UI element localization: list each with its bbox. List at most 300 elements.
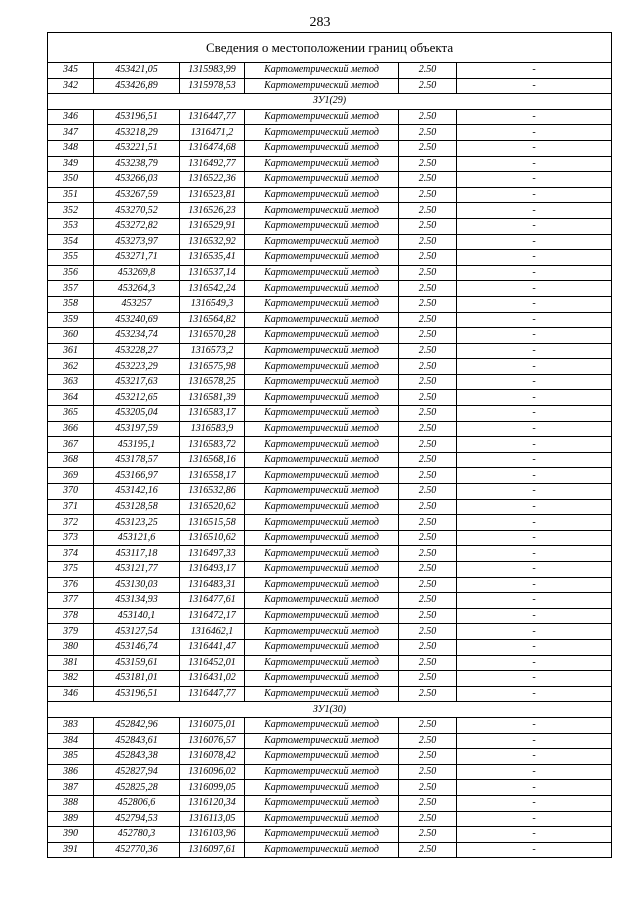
- table-row: [48, 515, 612, 531]
- y-coordinate-cell: 1315983,99: [180, 63, 245, 79]
- note-cell: -: [457, 218, 612, 234]
- note-cell: -: [457, 109, 612, 125]
- table-row: [48, 125, 612, 141]
- accuracy-cell: 2.50: [399, 172, 457, 188]
- y-coordinate-cell: 1315978,53: [180, 78, 245, 94]
- section-row: [48, 94, 612, 110]
- table-row: [48, 811, 612, 827]
- x-coordinate-cell: 453273,97: [94, 234, 180, 250]
- note-cell: -: [457, 811, 612, 827]
- x-coordinate-cell: 452842,96: [94, 717, 180, 733]
- accuracy-cell: 2.50: [399, 78, 457, 94]
- table-row: [48, 593, 612, 609]
- point-number-cell: 359: [48, 312, 94, 328]
- method-cell: Картометрический метод: [245, 343, 399, 359]
- accuracy-cell: 2.50: [399, 733, 457, 749]
- accuracy-cell: 2.50: [399, 671, 457, 687]
- note-cell: -: [457, 515, 612, 531]
- table-row: [48, 109, 612, 125]
- note-cell: -: [457, 140, 612, 156]
- y-coordinate-cell: 1316113,05: [180, 811, 245, 827]
- accuracy-cell: 2.50: [399, 842, 457, 858]
- method-cell: Картометрический метод: [245, 140, 399, 156]
- accuracy-cell: 2.50: [399, 281, 457, 297]
- y-coordinate-cell: 1316099,05: [180, 780, 245, 796]
- table-row: [48, 78, 612, 94]
- table-row: [48, 468, 612, 484]
- x-coordinate-cell: 452794,53: [94, 811, 180, 827]
- accuracy-cell: 2.50: [399, 811, 457, 827]
- y-coordinate-cell: 1316522,36: [180, 172, 245, 188]
- accuracy-cell: 2.50: [399, 437, 457, 453]
- point-number-cell: 357: [48, 281, 94, 297]
- table-row: [48, 406, 612, 422]
- y-coordinate-cell: 1316526,23: [180, 203, 245, 219]
- method-cell: Картометрический метод: [245, 577, 399, 593]
- point-number-cell: 387: [48, 780, 94, 796]
- table-row: [48, 250, 612, 266]
- accuracy-cell: 2.50: [399, 109, 457, 125]
- note-cell: -: [457, 421, 612, 437]
- y-coordinate-cell: 1316535,41: [180, 250, 245, 266]
- x-coordinate-cell: 453127,54: [94, 624, 180, 640]
- y-coordinate-cell: 1316575,98: [180, 359, 245, 375]
- table-row: [48, 359, 612, 375]
- table-row: [48, 328, 612, 344]
- note-cell: -: [457, 281, 612, 297]
- table-row: [48, 452, 612, 468]
- accuracy-cell: 2.50: [399, 639, 457, 655]
- table-title-row: [48, 33, 612, 63]
- note-cell: -: [457, 593, 612, 609]
- note-cell: -: [457, 374, 612, 390]
- y-coordinate-cell: 1316570,28: [180, 328, 245, 344]
- note-cell: -: [457, 359, 612, 375]
- y-coordinate-cell: 1316532,92: [180, 234, 245, 250]
- point-number-cell: 368: [48, 452, 94, 468]
- method-cell: Картометрический метод: [245, 437, 399, 453]
- table-row: [48, 655, 612, 671]
- note-cell: -: [457, 655, 612, 671]
- table-row: [48, 780, 612, 796]
- table-row: [48, 374, 612, 390]
- x-coordinate-cell: 452827,94: [94, 764, 180, 780]
- method-cell: Картометрический метод: [245, 312, 399, 328]
- x-coordinate-cell: 453426,89: [94, 78, 180, 94]
- note-cell: -: [457, 499, 612, 515]
- method-cell: Картометрический метод: [245, 125, 399, 141]
- x-coordinate-cell: 453421,05: [94, 63, 180, 79]
- table-row: [48, 562, 612, 578]
- y-coordinate-cell: 1316578,25: [180, 374, 245, 390]
- method-cell: Картометрический метод: [245, 764, 399, 780]
- method-cell: Картометрический метод: [245, 499, 399, 515]
- x-coordinate-cell: 453269,8: [94, 265, 180, 281]
- y-coordinate-cell: 1316096,02: [180, 764, 245, 780]
- accuracy-cell: 2.50: [399, 577, 457, 593]
- table-row: [48, 639, 612, 655]
- point-number-cell: 382: [48, 671, 94, 687]
- method-cell: Картометрический метод: [245, 733, 399, 749]
- point-number-cell: 376: [48, 577, 94, 593]
- x-coordinate-cell: 453121,77: [94, 562, 180, 578]
- method-cell: Картометрический метод: [245, 452, 399, 468]
- x-coordinate-cell: 452780,3: [94, 827, 180, 843]
- method-cell: Картометрический метод: [245, 639, 399, 655]
- method-cell: Картометрический метод: [245, 655, 399, 671]
- y-coordinate-cell: 1316523,81: [180, 187, 245, 203]
- y-coordinate-cell: 1316520,62: [180, 499, 245, 515]
- y-coordinate-cell: 1316120,34: [180, 795, 245, 811]
- point-number-cell: 389: [48, 811, 94, 827]
- method-cell: Картометрический метод: [245, 374, 399, 390]
- accuracy-cell: 2.50: [399, 484, 457, 500]
- accuracy-cell: 2.50: [399, 546, 457, 562]
- y-coordinate-cell: 1316515,58: [180, 515, 245, 531]
- y-coordinate-cell: 1316581,39: [180, 390, 245, 406]
- x-coordinate-cell: 453197,59: [94, 421, 180, 437]
- boundary-coordinates-table: [47, 32, 612, 858]
- point-number-cell: 348: [48, 140, 94, 156]
- x-coordinate-cell: 453228,27: [94, 343, 180, 359]
- table-row: [48, 312, 612, 328]
- note-cell: -: [457, 827, 612, 843]
- y-coordinate-cell: 1316452,01: [180, 655, 245, 671]
- accuracy-cell: 2.50: [399, 296, 457, 312]
- accuracy-cell: 2.50: [399, 140, 457, 156]
- y-coordinate-cell: 1316558,17: [180, 468, 245, 484]
- table-row: [48, 608, 612, 624]
- note-cell: -: [457, 125, 612, 141]
- note-cell: -: [457, 452, 612, 468]
- note-cell: -: [457, 671, 612, 687]
- x-coordinate-cell: 452770,36: [94, 842, 180, 858]
- x-coordinate-cell: 453205,04: [94, 406, 180, 422]
- y-coordinate-cell: 1316474,68: [180, 140, 245, 156]
- table-row: [48, 265, 612, 281]
- point-number-cell: 362: [48, 359, 94, 375]
- method-cell: Картометрический метод: [245, 359, 399, 375]
- point-number-cell: 345: [48, 63, 94, 79]
- x-coordinate-cell: 453266,03: [94, 172, 180, 188]
- note-cell: -: [457, 733, 612, 749]
- x-coordinate-cell: 453234,74: [94, 328, 180, 344]
- method-cell: Картометрический метод: [245, 593, 399, 609]
- x-coordinate-cell: 453264,3: [94, 281, 180, 297]
- point-number-cell: 356: [48, 265, 94, 281]
- y-coordinate-cell: 1316493,17: [180, 562, 245, 578]
- section-label: ЗУ1(30): [48, 702, 612, 718]
- point-number-cell: 372: [48, 515, 94, 531]
- table-row: [48, 234, 612, 250]
- page-number: 283: [309, 15, 331, 30]
- accuracy-cell: 2.50: [399, 343, 457, 359]
- note-cell: -: [457, 468, 612, 484]
- method-cell: Картометрический метод: [245, 406, 399, 422]
- table-row: [48, 187, 612, 203]
- point-number-cell: 355: [48, 250, 94, 266]
- method-cell: Картометрический метод: [245, 827, 399, 843]
- y-coordinate-cell: 1316447,77: [180, 109, 245, 125]
- table-row: [48, 795, 612, 811]
- note-cell: -: [457, 156, 612, 172]
- table-row: [48, 281, 612, 297]
- accuracy-cell: 2.50: [399, 187, 457, 203]
- table-row: [48, 343, 612, 359]
- point-number-cell: 349: [48, 156, 94, 172]
- accuracy-cell: 2.50: [399, 125, 457, 141]
- method-cell: Картометрический метод: [245, 686, 399, 702]
- y-coordinate-cell: 1316564,82: [180, 312, 245, 328]
- x-coordinate-cell: 453271,71: [94, 250, 180, 266]
- x-coordinate-cell: 453178,57: [94, 452, 180, 468]
- method-cell: Картометрический метод: [245, 296, 399, 312]
- x-coordinate-cell: 453121,6: [94, 530, 180, 546]
- note-cell: -: [457, 639, 612, 655]
- x-coordinate-cell: 453166,97: [94, 468, 180, 484]
- x-coordinate-cell: 453257: [94, 296, 180, 312]
- table-row: [48, 842, 612, 858]
- table-row: [48, 156, 612, 172]
- y-coordinate-cell: 1316497,33: [180, 546, 245, 562]
- x-coordinate-cell: 453134,93: [94, 593, 180, 609]
- method-cell: Картометрический метод: [245, 608, 399, 624]
- accuracy-cell: 2.50: [399, 452, 457, 468]
- point-number-cell: 366: [48, 421, 94, 437]
- accuracy-cell: 2.50: [399, 530, 457, 546]
- table-row: [48, 421, 612, 437]
- method-cell: Картометрический метод: [245, 234, 399, 250]
- table-row: [48, 577, 612, 593]
- note-cell: -: [457, 562, 612, 578]
- table-row: [48, 686, 612, 702]
- x-coordinate-cell: 452843,61: [94, 733, 180, 749]
- x-coordinate-cell: 453142,16: [94, 484, 180, 500]
- point-number-cell: 370: [48, 484, 94, 500]
- accuracy-cell: 2.50: [399, 203, 457, 219]
- method-cell: Картометрический метод: [245, 546, 399, 562]
- note-cell: -: [457, 265, 612, 281]
- method-cell: Картометрический метод: [245, 671, 399, 687]
- note-cell: -: [457, 437, 612, 453]
- accuracy-cell: 2.50: [399, 156, 457, 172]
- y-coordinate-cell: 1316078,42: [180, 749, 245, 765]
- accuracy-cell: 2.50: [399, 250, 457, 266]
- accuracy-cell: 2.50: [399, 608, 457, 624]
- method-cell: Картометрический метод: [245, 749, 399, 765]
- table-title: Сведения о местоположении границ объекта: [48, 33, 612, 63]
- point-number-cell: 363: [48, 374, 94, 390]
- method-cell: Картометрический метод: [245, 624, 399, 640]
- y-coordinate-cell: 1316431,02: [180, 671, 245, 687]
- accuracy-cell: 2.50: [399, 686, 457, 702]
- method-cell: Картометрический метод: [245, 484, 399, 500]
- point-number-cell: 365: [48, 406, 94, 422]
- y-coordinate-cell: 1316542,24: [180, 281, 245, 297]
- x-coordinate-cell: 452843,38: [94, 749, 180, 765]
- table-row: [48, 764, 612, 780]
- point-number-cell: 390: [48, 827, 94, 843]
- note-cell: -: [457, 484, 612, 500]
- y-coordinate-cell: 1316583,72: [180, 437, 245, 453]
- x-coordinate-cell: 453218,29: [94, 125, 180, 141]
- x-coordinate-cell: 453196,51: [94, 686, 180, 702]
- table-row: [48, 499, 612, 515]
- accuracy-cell: 2.50: [399, 234, 457, 250]
- x-coordinate-cell: 453117,18: [94, 546, 180, 562]
- note-cell: -: [457, 546, 612, 562]
- y-coordinate-cell: 1316462,1: [180, 624, 245, 640]
- accuracy-cell: 2.50: [399, 359, 457, 375]
- y-coordinate-cell: 1316583,9: [180, 421, 245, 437]
- point-number-cell: 350: [48, 172, 94, 188]
- point-number-cell: 361: [48, 343, 94, 359]
- note-cell: -: [457, 312, 612, 328]
- x-coordinate-cell: 453217,63: [94, 374, 180, 390]
- note-cell: -: [457, 795, 612, 811]
- method-cell: Картометрический метод: [245, 390, 399, 406]
- note-cell: -: [457, 328, 612, 344]
- point-number-cell: 373: [48, 530, 94, 546]
- method-cell: Картометрический метод: [245, 172, 399, 188]
- method-cell: Картометрический метод: [245, 63, 399, 79]
- x-coordinate-cell: 453123,25: [94, 515, 180, 531]
- x-coordinate-cell: 453223,29: [94, 359, 180, 375]
- accuracy-cell: 2.50: [399, 515, 457, 531]
- note-cell: -: [457, 624, 612, 640]
- point-number-cell: 384: [48, 733, 94, 749]
- method-cell: Картометрический метод: [245, 265, 399, 281]
- y-coordinate-cell: 1316510,62: [180, 530, 245, 546]
- accuracy-cell: 2.50: [399, 562, 457, 578]
- y-coordinate-cell: 1316529,91: [180, 218, 245, 234]
- note-cell: -: [457, 250, 612, 266]
- x-coordinate-cell: 453128,58: [94, 499, 180, 515]
- method-cell: Картометрический метод: [245, 78, 399, 94]
- note-cell: -: [457, 717, 612, 733]
- accuracy-cell: 2.50: [399, 749, 457, 765]
- note-cell: -: [457, 390, 612, 406]
- point-number-cell: 383: [48, 717, 94, 733]
- x-coordinate-cell: 453195,1: [94, 437, 180, 453]
- table-row: [48, 218, 612, 234]
- note-cell: -: [457, 78, 612, 94]
- note-cell: -: [457, 172, 612, 188]
- y-coordinate-cell: 1316537,14: [180, 265, 245, 281]
- accuracy-cell: 2.50: [399, 717, 457, 733]
- note-cell: -: [457, 187, 612, 203]
- table-row: [48, 671, 612, 687]
- point-number-cell: 391: [48, 842, 94, 858]
- table-row: [48, 749, 612, 765]
- y-coordinate-cell: 1316447,77: [180, 686, 245, 702]
- point-number-cell: 346: [48, 686, 94, 702]
- note-cell: -: [457, 842, 612, 858]
- table-row: [48, 203, 612, 219]
- method-cell: Картометрический метод: [245, 187, 399, 203]
- x-coordinate-cell: 453212,65: [94, 390, 180, 406]
- x-coordinate-cell: 453196,51: [94, 109, 180, 125]
- x-coordinate-cell: 453181,01: [94, 671, 180, 687]
- method-cell: Картометрический метод: [245, 795, 399, 811]
- point-number-cell: 375: [48, 562, 94, 578]
- y-coordinate-cell: 1316472,17: [180, 608, 245, 624]
- method-cell: Картометрический метод: [245, 250, 399, 266]
- note-cell: -: [457, 296, 612, 312]
- table-row: [48, 296, 612, 312]
- method-cell: Картометрический метод: [245, 717, 399, 733]
- point-number-cell: 352: [48, 203, 94, 219]
- x-coordinate-cell: 453240,69: [94, 312, 180, 328]
- x-coordinate-cell: 453146,74: [94, 639, 180, 655]
- y-coordinate-cell: 1316583,17: [180, 406, 245, 422]
- point-number-cell: 371: [48, 499, 94, 515]
- note-cell: -: [457, 608, 612, 624]
- point-number-cell: 377: [48, 593, 94, 609]
- y-coordinate-cell: 1316076,57: [180, 733, 245, 749]
- note-cell: -: [457, 686, 612, 702]
- table-row: [48, 437, 612, 453]
- point-number-cell: 386: [48, 764, 94, 780]
- y-coordinate-cell: 1316097,61: [180, 842, 245, 858]
- note-cell: -: [457, 530, 612, 546]
- note-cell: -: [457, 406, 612, 422]
- method-cell: Картометрический метод: [245, 109, 399, 125]
- table-row: [48, 733, 612, 749]
- y-coordinate-cell: 1316492,77: [180, 156, 245, 172]
- point-number-cell: 388: [48, 795, 94, 811]
- section-label: ЗУ1(29): [48, 94, 612, 110]
- table-row: [48, 827, 612, 843]
- note-cell: -: [457, 203, 612, 219]
- accuracy-cell: 2.50: [399, 328, 457, 344]
- x-coordinate-cell: 453130,03: [94, 577, 180, 593]
- method-cell: Картометрический метод: [245, 780, 399, 796]
- note-cell: -: [457, 780, 612, 796]
- accuracy-cell: 2.50: [399, 390, 457, 406]
- point-number-cell: 358: [48, 296, 94, 312]
- accuracy-cell: 2.50: [399, 63, 457, 79]
- accuracy-cell: 2.50: [399, 780, 457, 796]
- point-number-cell: 346: [48, 109, 94, 125]
- method-cell: Картометрический метод: [245, 203, 399, 219]
- method-cell: Картометрический метод: [245, 328, 399, 344]
- table-row: [48, 172, 612, 188]
- accuracy-cell: 2.50: [399, 468, 457, 484]
- accuracy-cell: 2.50: [399, 827, 457, 843]
- accuracy-cell: 2.50: [399, 312, 457, 328]
- x-coordinate-cell: 453267,59: [94, 187, 180, 203]
- point-number-cell: 347: [48, 125, 94, 141]
- point-number-cell: 364: [48, 390, 94, 406]
- accuracy-cell: 2.50: [399, 655, 457, 671]
- x-coordinate-cell: 453140,1: [94, 608, 180, 624]
- point-number-cell: 381: [48, 655, 94, 671]
- y-coordinate-cell: 1316483,31: [180, 577, 245, 593]
- y-coordinate-cell: 1316441,47: [180, 639, 245, 655]
- section-row: [48, 702, 612, 718]
- note-cell: -: [457, 577, 612, 593]
- table-row: [48, 624, 612, 640]
- x-coordinate-cell: 453159,61: [94, 655, 180, 671]
- note-cell: -: [457, 234, 612, 250]
- method-cell: Картометрический метод: [245, 281, 399, 297]
- y-coordinate-cell: 1316075,01: [180, 717, 245, 733]
- accuracy-cell: 2.50: [399, 764, 457, 780]
- y-coordinate-cell: 1316471,2: [180, 125, 245, 141]
- accuracy-cell: 2.50: [399, 593, 457, 609]
- accuracy-cell: 2.50: [399, 406, 457, 422]
